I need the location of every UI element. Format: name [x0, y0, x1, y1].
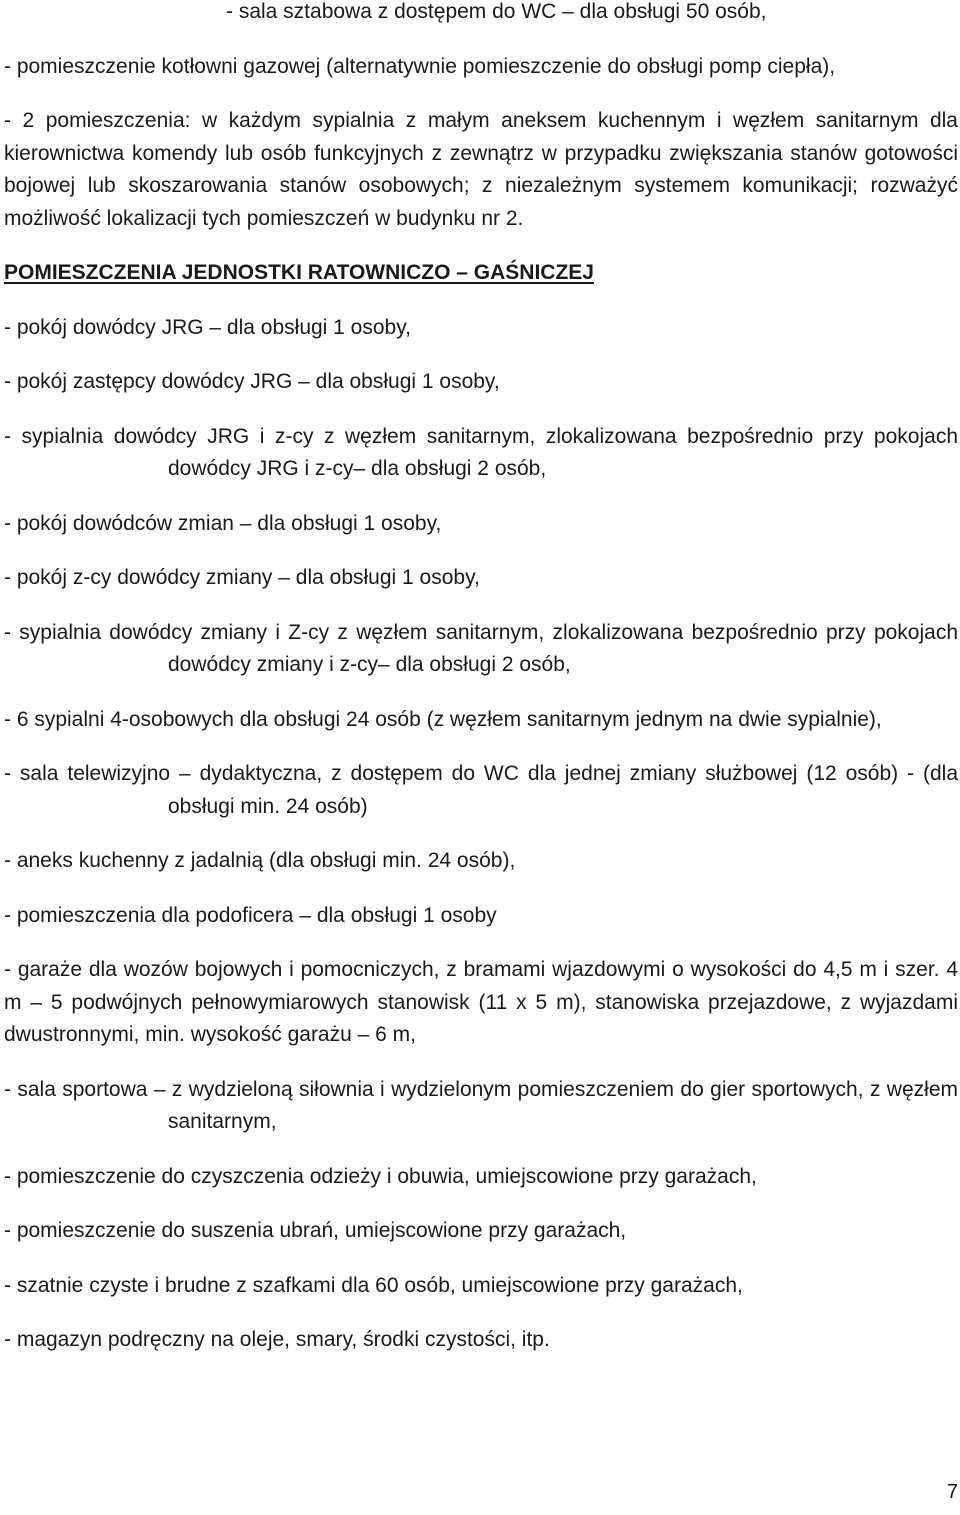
list-item-pokoj-dowodcy: - pokój dowódcy JRG – dla obsługi 1 osoby, — [4, 315, 411, 339]
list-item-sala-sportowa: - sala sportowa – z wydzieloną siłownia i wydzielonym pomieszczeniem do gier sportowych, z węzłem sanitarnym, — [4, 1077, 958, 1133]
page-number: 7 — [946, 1481, 958, 1503]
paragraph-kotlownia: - pomieszczenie kotłowni gazowej (alternatywnie pomieszczenie do obsługi pomp ciepła), — [4, 54, 836, 78]
list-item-6-sypialni: - 6 sypialni 4-osobowych dla obsługi 24 osób (z węzłem sanitarnym jednym na dwie sypialnie), — [4, 707, 882, 731]
list-item-pokoj-zastepcy: - pokój zastępcy dowódcy JRG – dla obsługi 1 osoby, — [4, 370, 500, 393]
section-heading: POMIESZCZENIA JEDNOSTKI RATOWNICZO – GAŚNICZEJ — [4, 261, 594, 284]
paragraph-sala-sztabowa: - sala sztabowa z dostępem do WC – dla obsługi 50 osób, — [226, 0, 767, 23]
list-item-suszenie-ubran: - pomieszczenie do suszenia ubrań, umiejscowione przy garażach, — [4, 1219, 627, 1242]
list-item-pomieszczenia-podoficera: - pomieszczenia dla podoficera – dla obsługi 1 osoby — [4, 903, 497, 927]
document-page — [4, 0, 958, 1357]
list-item-pokoj-dowodcow-zmian: - pokój dowódców zmian – dla obsługi 1 osoby, — [4, 511, 442, 535]
list-item-sypialnia-dowodcy-zmiany: - sypialnia dowódcy zmiany i Z-cy z węzłem sanitarnym, zlokalizowana bezpośrednio przy pokojach dowódcy zmiany i z-cy– dla obsługi 2 osób, — [4, 620, 958, 676]
list-item-szatnie: - szatnie czyste i brudne z szafkami dla 60 osób, umiejscowione przy garażach, — [4, 1273, 743, 1297]
paragraph-2-pomieszczenia: - 2 pomieszczenia: w każdym sypialnia z małym aneksem kuchennym i węzłem sanitarnym dla kierownictwa komendy lub osób funkcyjnych z zewnątrz w przypadku zwiększania stanów gotowości bojowej lub skoszarowania stanów osobowych; z niezależnym systemem komunikacji; rozważyć możliwość lokalizacji tych pomieszczeń w budynku nr 2. — [4, 109, 958, 230]
list-item-czyszczenie-odziezy: - pomieszczenie do czyszczenia odzieży i obuwia, umiejscowione przy garażach, — [4, 1164, 757, 1188]
list-item-pokoj-zcy-dowodcy: - pokój z-cy dowódcy zmiany – dla obsługi 1 osoby, — [4, 566, 480, 589]
list-item-garaze: - garaże dla wozów bojowych i pomocniczych, z bramami wjazdowymi o wysokości do 4,5 m i szer. 4 m – 5 podwójnych pełnowymiarowych stanowisk (11 x 5 m), stanowiska przejazdowe, z wyjazdami dwustronnymi, min. wysokość garażu – 6 m, — [4, 958, 958, 1046]
list-item-sala-telewizyjna: - sala telewizyjno – dydaktyczna, z dostępem do WC dla jednej zmiany służbowej (12 osób) - (dla obsługi min. 24 osób) — [4, 762, 958, 818]
list-item-magazyn: - magazyn podręczny na oleje, smary, środki czystości, itp. — [4, 1328, 550, 1351]
list-item-aneks-kuchenny: - aneks kuchenny z jadalnią (dla obsługi min. 24 osób), — [4, 849, 516, 872]
list-item-sypialnia-dowodcy: - sypialnia dowódcy JRG i z-cy z węzłem sanitarnym, zlokalizowana bezpośrednio przy pokojach dowódcy JRG i z-cy– dla obsługi 2 osób, — [4, 424, 958, 480]
